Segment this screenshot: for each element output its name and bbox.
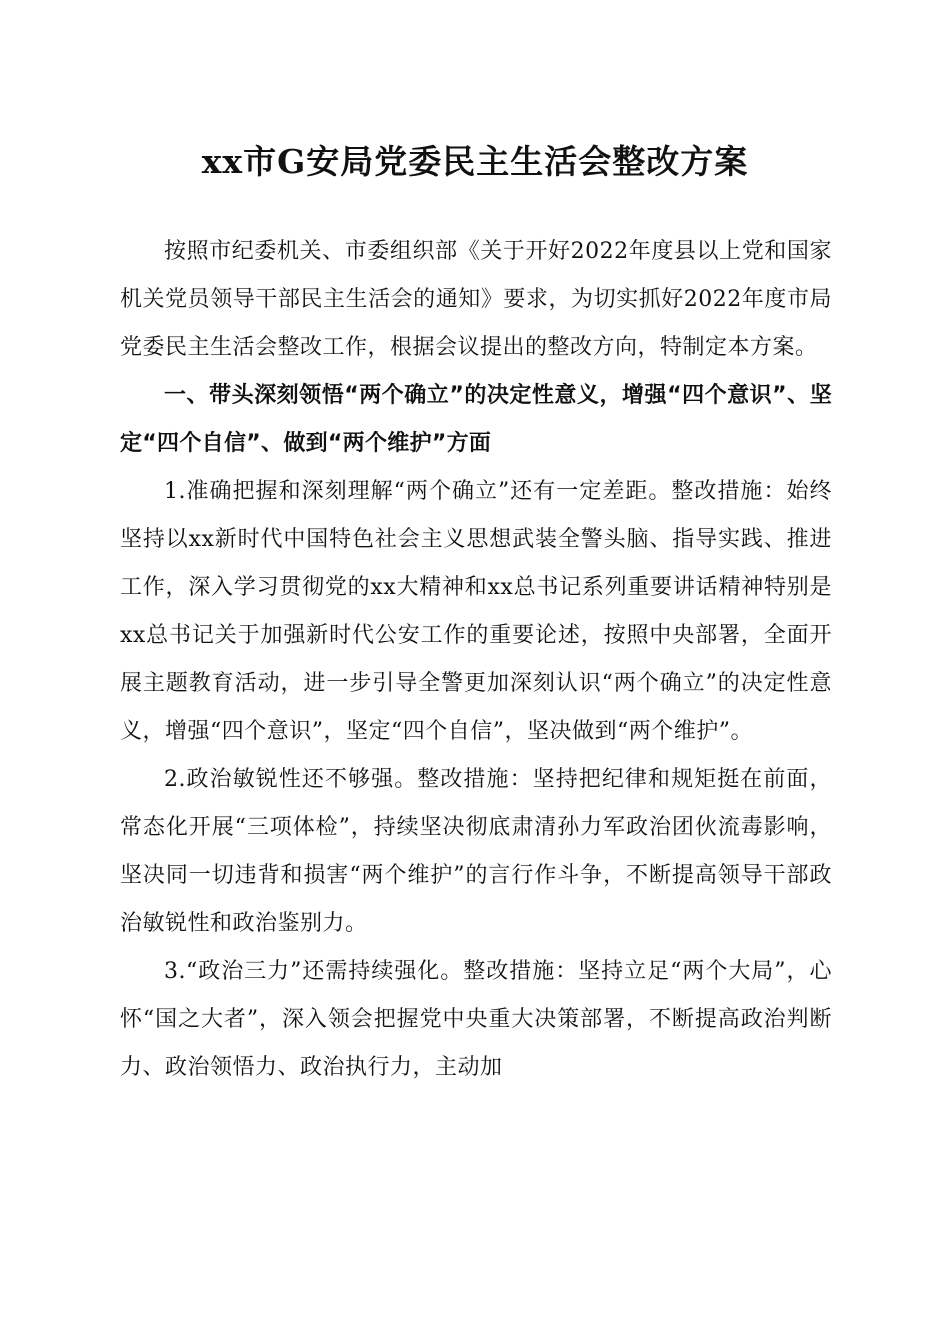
item-paragraph-2: 2.政治敏锐性还不够强。整改措施：坚持把纪律和规矩挺在前面，常态化开展“三项体检”，持续坚决彻底肃清孙力军政治团伙流毒影响，坚决同一切违背和损害“两个维护”的言行作斗争，不断提高领导干部政治敏锐性和政治鉴别力。 bbox=[120, 767, 832, 936]
item-paragraph-3: 3.“政治三力”还需持续强化。整改措施：坚持立足“两个大局”，心怀“国之大者”，深入领会把握党中央重大决策部署，不断提高政治判断力、政治领悟力、政治执行力，主动加 bbox=[120, 959, 832, 1080]
document-title: xx市G安局党委民主生活会整改方案 bbox=[201, 142, 749, 181]
section-heading-1: 一、带头深刻领悟“两个确立”的决定性意义，增强“四个意识”、坚定“四个自信”、做到“两个维护”方面 bbox=[120, 383, 832, 456]
intro-paragraph: 按照市纪委机关、市委组织部《关于开好2022年度县以上党和国家机关党员领导干部民主生活会的通知》要求，为切实抓好2022年度市局党委民主生活会整改工作，根据会议提出的整改方向，特制定本方案。 bbox=[120, 239, 832, 360]
item-paragraph-1: 1.准确把握和深刻理解“两个确立”还有一定差距。整改措施：始终坚持以xx新时代中国特色社会主义思想武装全警头脑、指导实践、推进工作，深入学习贯彻党的xx大精神和xx总书记系列重要讲话精神特别是xx总书记关于加强新时代公安工作的重要论述，按照中央部署，全面开展主题教育活动，进一步引导全警更加深刻认识“两个确立”的决定性意义，增强“四个意识”，坚定“四个自信”，坚决做到“两个维护”。 bbox=[120, 479, 832, 744]
document-body bbox=[120, 228, 832, 1092]
